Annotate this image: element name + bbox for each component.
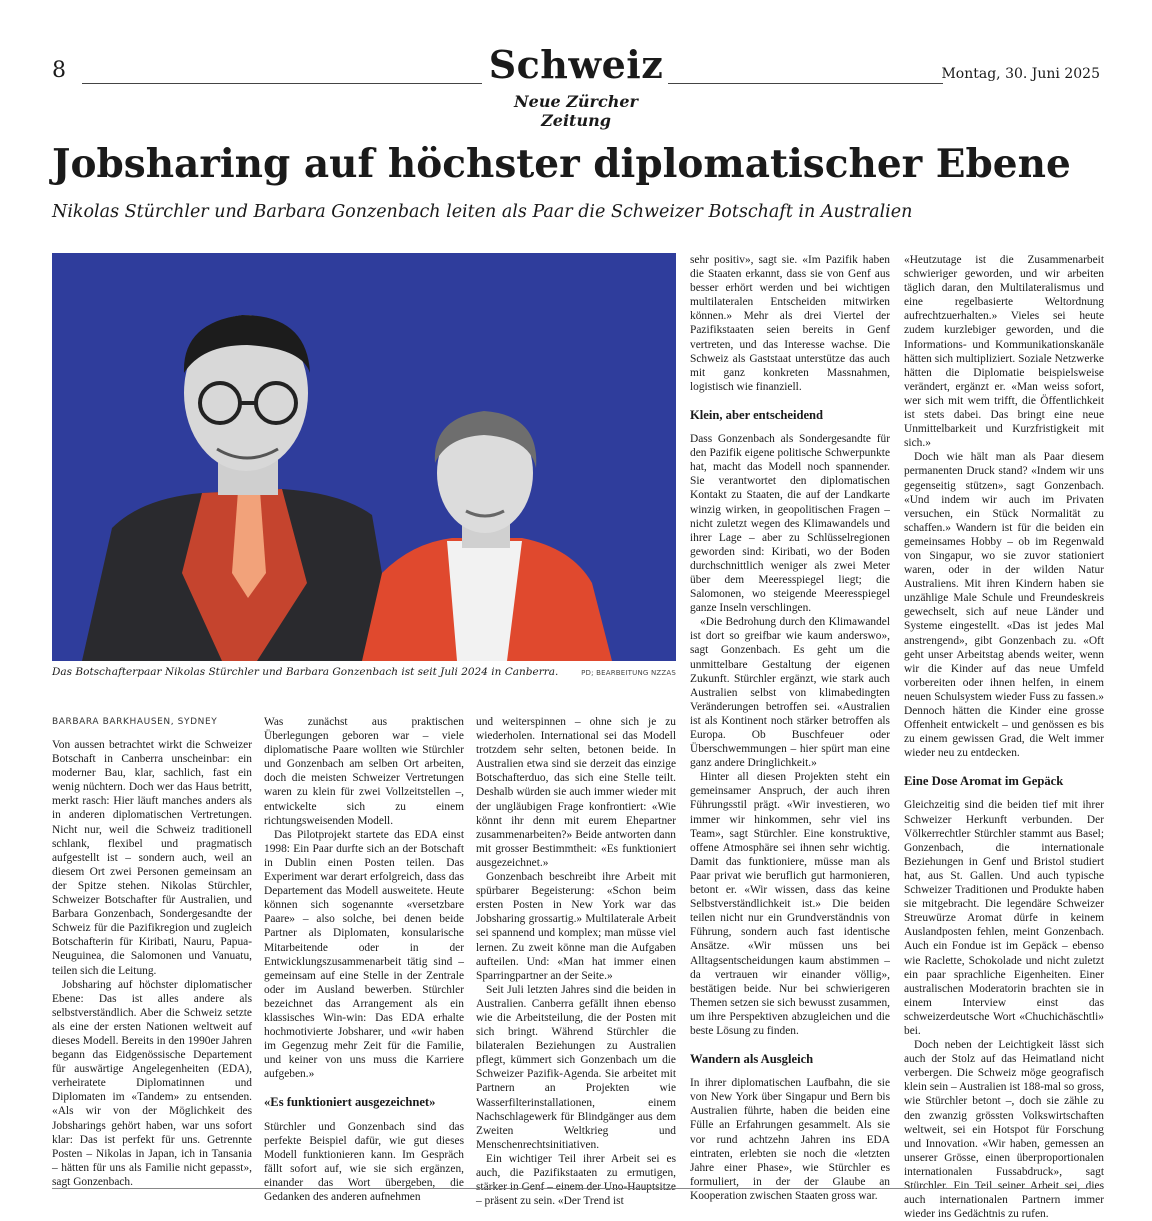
author-line: BARBARA BARKHAUSEN, SYDNEY <box>52 717 218 727</box>
masthead: Neue Zürcher Zeitung <box>514 92 638 130</box>
paragraph: Hinter all diesen Projekten steht ein gemeinsamer Anspruch, der auch ihren Führungsstil prägt. «Wir investieren, wo immer wir hinkommen, sehr viel ins Team», sagt Stürchler. Eine konstruktive, offene Atmosphäre sei ihnen sehr wichtig. Damit das funktioniere, müsse man als Paar privat wie beruflich gut harmonieren, betont er. «Wir wissen, dass das keine Selbstverständlichkeit ist.» Die beiden teilen nicht nur ein Grundverständnis von Führung, sondern auch fast identische Ansätze. «Wir müssen uns bei Alltagsentscheidungen kaum abstimmen – da vertrauen wir einander völlig», bestätigen beide. Nur bei schwierigeren Themen setzen sie sich bewusst zusammen, um ihre Perspektiven abzugleichen und die beste Lösung zu finden. <box>690 771 890 1037</box>
paragraph: Ein wichtiger Teil ihrer Arbeit sei es auch, die Pazifikstaaten zu ermutigen, stärker in Genf – einem der Uno-Hauptsitze – präsent zu sein. «Der Trend ist <box>476 1152 676 1208</box>
article-column-1 <box>52 738 252 1189</box>
issue-date: Montag, 30. Juni 2025 <box>941 66 1100 82</box>
photo-caption: Das Botschafterpaar Nikolas Stürchler und Barbara Gonzenbach ist seit Juli 2024 in Canberra. <box>52 666 559 678</box>
photo-illustration <box>52 253 676 661</box>
paragraph: Von aussen betrachtet wirkt die Schweizer Botschaft in Canberra unscheinbar: ein moderner Bau, klar, sachlich, fast ein wenig nüchtern. Doch wer das Haus betritt, merkt rasch: Hier läuft manches anders als in anderen diplomatischen Vertretungen. Nicht nur, weil die Schweiz traditionell schlank, flexibel und pragmatisch aufgestellt ist – sondern auch, weil an diesem Ort zwei Personen gemeinsam an der Spitze stehen. Nikolas Stürchler, Schweizer Botschafter für Australien, und Barbara Gonzenbach, Sondergesandte der Schweiz für die Pazifikregion und zugleich Botschafterin für Kiribati, Nauru, Papua-Neuguinea, die Salomonen und Vanuatu, teilen sich die Leitung. <box>52 739 252 977</box>
paragraph: Jobsharing auf höchster diplomatischer Ebene: Das ist alles andere als selbstverständlich. Aber die Schweiz setzte als eine der ersten Nationen weltweit auf dieses Modell. Bereits in den 1990er Jahren begann das Eidgenössische Departement für auswärtige Angelegenheiten (EDA), verheiratete Diplomatinnen und Diplomaten im «Tandem» zu entsenden. «Als wir von der Möglichkeit des Jobsharings gehört haben, war uns sofort klar: Das ist perfekt für uns. Getrennte Posten – Nikolas in Japan, ich in Tansania – hätten für uns als Familie nicht gepasst», sagt Gonzenbach. <box>52 978 252 1188</box>
article-column-4 <box>690 253 890 1203</box>
paragraph: Doch neben der Leichtigkeit lässt sich auch der Stolz auf das Heimatland nicht verbergen. Die Schweiz möge geografisch klein sein – Australien ist 188-mal so gross, wie Stürchler betont –, doch sie zähle zu den zwanzig grössten Volkswirtschaften weltweit, sei ein Hotspot für Forschung und Innovation. «Wir haben, gemessen an unserer Grösse, einen überproportionalen internationalen Fussabdruck», sagt Stürchler. Ein Teil seiner Arbeit sei, dies auch internationalen Partnern immer wieder ins Gedächtnis zu rufen. <box>904 1039 1104 1221</box>
article-subtitle: Nikolas Stürchler und Barbara Gonzenbach leiten als Paar die Schweizer Botschaft in Australien <box>52 202 913 222</box>
page-number: 8 <box>52 58 66 83</box>
paragraph: «Die Bedrohung durch den Klimawandel ist dort so greifbar wie kaum anderswo», sagt Gonzenbach. Es geht um die unmittelbare Gestaltung der eigenen Zukunft. Stürchler ergänzt, wie stark auch Australien selbst von klimabedingten Veränderungen betroffen sei. «Australien ist als Kontinent noch stärker betroffen als Europa. Ob Buschfeuer oder Überschwemmungen – hier spürt man eine ganz andere Dringlichkeit.» <box>690 616 890 770</box>
paragraph: und weiterspinnen – ohne sich je zu wiederholen. International sei das Modell trotzdem sehr selten, betonen beide. In Australien etwa sind sie derzeit das einzige Botschafterduo, das sich eine Stelle teilt. Deshalb würden sie auch immer wieder mit der ungläubigen Frage konfrontiert: «Wie könnt ihr denn mit eurem Ehepartner zusammenarbeiten?» Beide antworten dann mit grosser Bestimmtheit: «Es funktioniert ausgezeichnet.» <box>476 716 676 869</box>
subheading: Wandern als Ausgleich <box>690 1052 814 1067</box>
section-title: Schweiz <box>488 42 664 87</box>
subheading: Eine Dose Aromat im Gepäck <box>904 774 1064 789</box>
paragraph: Seit Juli letzten Jahres sind die beiden in Australien. Canberra gefällt ihnen ebenso wie die Arbeitsteilung, die der Posten mit sich bringt. Während Stürchler die bilateralen Beziehungen zu Australien pflegt, kümmert sich Gonzenbach um die Schweizer Pazifik-Agenda. Sie arbeitet mit Partnern an Projekten wie Wasserfilterinstallationen, einem Nachschlagewerk für Blindgänger aus dem Zweiten Weltkrieg und Menschenrechtsinitiativen. <box>476 983 676 1151</box>
paragraph: sehr positiv», sagt sie. «Im Pazifik haben die Staaten erkannt, dass sie von Genf aus besser erhört werden und bei wichtigen multilateralen Entscheiden mitwirken können.» Mehr als drei Viertel der Pazifikstaaten seien bereits in Genf vertreten, und das Interesse wachse. Die Schweiz als Gaststaat unterstütze das auch mit ganz konkreten Massnahmen, logistisch wie finanziell. <box>690 254 890 393</box>
paragraph: Gonzenbach beschreibt ihre Arbeit mit spürbarer Begeisterung: «Schon beim ersten Posten in New York war das Jobsharing grossartig.» Multilaterale Arbeit sei spannend und komplex; man müsse viel lernen. Zu zweit könne man die Aufgaben aufteilen. Und: «Man hat immer einen Sparringpartner an der Seite.» <box>476 871 676 982</box>
photo-credit: PD; BEARBEITUNG NZZAS <box>581 669 676 677</box>
paragraph: Das Pilotprojekt startete das EDA einst 1998: Ein Paar durfte sich an der Botschaft in Dublin einen Posten teilen. Das Experiment war derart erfolgreich, dass das Departement das Modell ausweitete. Heute können sich sogenannte «versetzbare Paare» – also solche, bei denen beide Partner als Diplomaten, konsularische Mitarbeitende oder in der Entwicklungszusammenarbeit tätig sind – gemeinsam auf eine Stelle in der Zentrale oder im Ausland bewerben. Stürchler bezeichnet das Arrangement als ein klassisches Win-win: Das EDA erhalte hochmotivierte Jobsharer, und «wir haben im Gegenzug mehr Zeit für die Familie, und keiner von uns muss die Karriere aufgeben.» <box>264 828 464 1081</box>
bottom-rule <box>52 1188 1100 1189</box>
subheading: Klein, aber entscheidend <box>690 407 824 422</box>
article-headline: Jobsharing auf höchster diplomatischer Ebene <box>52 141 1071 187</box>
header-rule-right <box>668 83 943 84</box>
paragraph: Doch wie hält man als Paar diesem permanenten Druck stand? «Indem wir uns gegenseitig stützen», sagt Gonzenbach. «Und indem wir auch im Privaten versuchen, ein Stück Normalität zu schaffen.» Wandern ist für die beiden ein gemeinsames Hobby – ob im Regenwald von Singapur, wo sie zuvor stationiert waren, oder in der wilden Natur Australiens. Mit ihren Kindern haben sie unzählige Male Schule und Freundeskreis gewechselt, sich auf neue Länder und Systeme eingestellt. «Das ist jedes Mal anstrengend», gibt Gonzenbach zu. «Oft geht unser Arbeitstag abends weiter, wenn wir die Kinder auf das neue Umfeld vorbereiten oder ihnen helfen, in einem neuen Schulsystem wieder Fuss zu fassen.» Dennoch hätten die Kinder eine grosse Offenheit entwickelt – und genössen es bis zu einem gewissen Grad, die Welt immer wieder neu zu entdecken. <box>904 451 1104 760</box>
subheading: «Es funktioniert ausgezeichnet» <box>264 1095 436 1110</box>
paragraph: «Heutzutage ist die Zusammenarbeit schwieriger geworden, und wir arbeiten täglich daran, den Multilateralismus und eine regelbasierte Weltordnung aufrechtzuerhalten.» Vieles sei heute zudem kurzlebiger geworden, und die Informations- und Kommunikationskanäle hätten sich multipliziert. Soziale Netzwerke hätten die Diplomatie beispielsweise verändert, ergänzt er. «Man weiss sofort, wer sich mit wem trifft, die Öffentlichkeit ist stets dabei. Das bringt eine neue Unmittelbarkeit und Kurzfristigkeit mit sich.» <box>904 254 1104 450</box>
article-photo <box>52 253 676 661</box>
paragraph: Stürchler und Gonzenbach sind das perfekte Beispiel dafür, wie gut dieses Modell funktionieren kann. Im Gespräch fällt sofort auf, wie sie sich ergänzen, einander das Wort übergeben, die Gedanken des anderen aufnehmen <box>264 1120 464 1203</box>
header-rule-left <box>82 83 482 84</box>
paragraph: In ihrer diplomatischen Laufbahn, die sie von New York über Singapur und Bern bis Australien führte, haben die beiden eine Fülle an Erfahrungen gesammelt. Als sie vor rund achtzehn Jahren ins EDA eintraten, erlebten sie noch die «letzten Jahre einer Phase», wie Stürchler es formuliert, in der der Glaube an Kooperation zwischen Staaten gross war. <box>690 1077 890 1202</box>
paragraph: Was zunächst aus praktischen Überlegungen geboren war – viele diplomatische Paare wollten wie Stürchler und Gonzenbach am selben Ort arbeiten, doch die meisten Schweizer Vertretungen waren zu klein für zwei Vollzeitstellen –, entwickelte sich zu einem richtungsweisenden Modell. <box>264 716 464 827</box>
article-column-5 <box>904 253 1104 1221</box>
paragraph: Gleichzeitig sind die beiden tief mit ihrer Schweizer Herkunft verbunden. Der Völkerrechtler Stürchler stammt aus Basel; Gonzenbach, die internationale Beziehungen in Genf und Bristol studiert hat, aus St. Gallen. Und auch typische Schweizer Traditionen und Produkte haben sie mitgebracht. Die legendäre Schweizer Streuwürze Aromat dürfe in keinem Auslandposten fehlen, meint Gonzenbach. Auch ein Fondue ist im Gepäck – ebenso wie Raclette, Schokolade und nicht zuletzt ein paar sprachliche Eigenheiten. Einer australischen Moderatorin brachten sie in einem Interview einst das schweizerdeutsche Wort «Chuchichäschtli» bei. <box>904 799 1104 1037</box>
article-column-2 <box>264 715 464 1204</box>
article-column-3 <box>476 715 676 1208</box>
paragraph: Dass Gonzenbach als Sondergesandte für den Pazifik eigene politische Schwerpunkte hat, macht das Modell noch spannender. Sie verantwortet den diplomatischen Kontakt zu Staaten, die auf der Landkarte winzig wirken, in geopolitischen Fragen – nicht zuletzt wegen des Klimawandels und ihrer Lage – aber zu Schlüsselregionen geworden sind: Kiribati, wo der Boden durchschnittlich weniger als zwei Meter über dem Meeresspiegel liegt; die Salomonen, wo steigende Meeresspiegel ganze Inseln verschlingen. <box>690 433 890 615</box>
